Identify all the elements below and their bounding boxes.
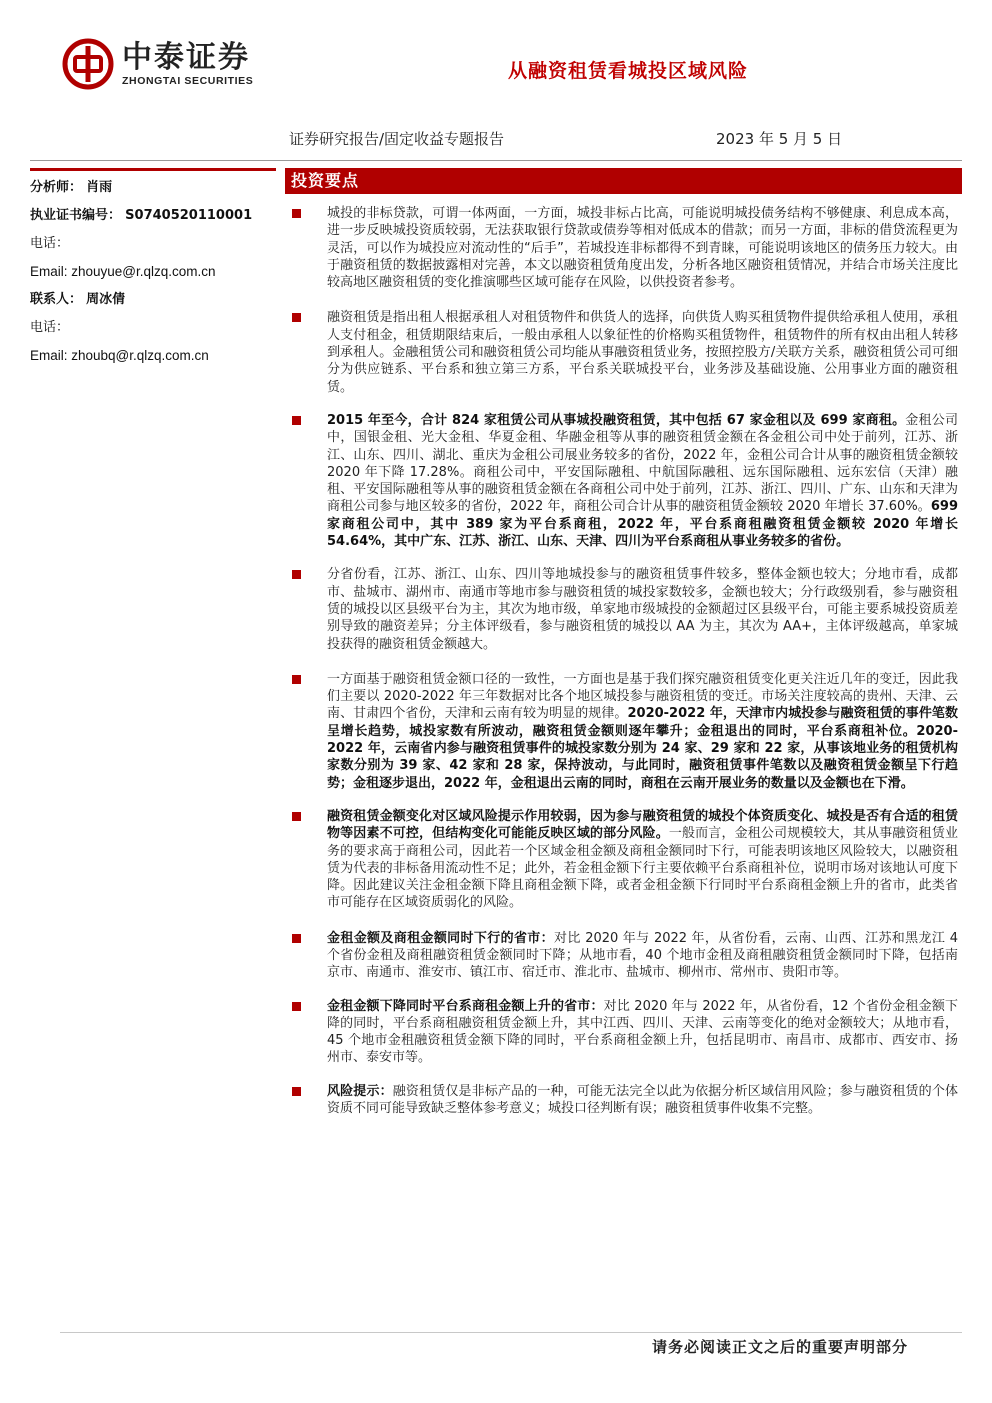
report-title: 从融资租赁看城投区域风险 (508, 60, 749, 82)
key-point-lead: 融资租赁金额变化对区域风险提示作用较弱，因为参与融资租赁的城投个体资质变化、城投是否有合适的租赁物等因素不可控，但结构变化可能能反映区域的部分风险。 (327, 808, 958, 842)
bullet-square-icon (292, 1002, 301, 1011)
bullet-square-icon (292, 812, 301, 821)
key-point-emphasis: 699 家商租公司中，其中 389 家为平台系商租，2022 年，平台系商租融资租赁金额较 2020 年增长 54.64%，其中广东、江苏、浙江、山东、天津、四川为平台系商租从事业务较多的省份。 (327, 499, 958, 550)
zhongtai-logo-icon (62, 38, 114, 90)
bullet-square-icon (292, 416, 301, 425)
key-point-item (290, 671, 958, 792)
key-point-item (290, 309, 958, 395)
key-point-text: 分省份看，江苏、浙江、山东、四川等地城投参与的融资租赁事件较多，整体金额也较大；分地市看，成都市、盐城市、湖州市、南通市等地市参与融资租赁的城投家数较多，金额也较大；分行政级别看，参与融资租赁的城投以区县级平台为主，其次为地市级，单家地市级城投的金额超过区县级平台，可能主要系城投资质差别导致的融资差异；分主体评级看，参与融资租赁的城投以 AA 为主，其次为 AA+，主体评级越高，单家城投获得的融资租赁金额越大。 (327, 567, 958, 652)
key-point-item (290, 930, 958, 982)
footer-divider (60, 1332, 962, 1333)
key-point-lead: 2015 年至今，合计 824 家租赁公司从事城投融资租赁，其中包括 67 家金租以及 699 家商租。 (327, 412, 906, 428)
report-type: 证券研究报告/固定收益专题报告 (289, 130, 505, 148)
phone-line-1: 电话： (30, 236, 70, 251)
analyst-panel (30, 168, 276, 365)
report-date: 2023 年 5 月 5 日 (716, 130, 843, 148)
analyst-label: 分析师： (30, 180, 83, 195)
key-point-lead: 金租金额及商租金额同时下行的省市： (327, 930, 554, 946)
logo-chinese-name: 中泰证券 (122, 40, 250, 75)
key-point-item (290, 808, 958, 912)
cert-line (30, 207, 276, 225)
bullet-square-icon (292, 313, 301, 322)
key-point-emphasis: 2020-2022 年，天津市内城投参与融资租赁的事件笔数呈增长趋势，城投家数有所波动，融资租赁金额则逐年攀升；金租退出的同时，平台系商租补位。2020-2022 年，云南省内参与融资租赁事件的城投家数分别为 24 家、29 家和 22 家，从事该地业务的租赁机构家数分别为 39 家、42 家和 28 家，保持波动，与此同时，融资租赁事件笔数以及融资租赁金额呈下行趋势；金租逐步退出，2022 年，金租退出云南的同时，商租在云南开展业务的数量以及金额也在下滑。 (327, 706, 958, 791)
bullet-square-icon (292, 1087, 301, 1096)
key-point-text: 对比 2020 年与 2022 年，从省份看，云南、山西、江苏和黑龙江 4 个省份金租及商租融资租赁金额同时下降；从地市看，40 个地市金租及商租融资租赁金额同时下降，包括南京市、南通市、淮安市、镇江市、宿迁市、淮北市、盐城市、柳州市、常州市、贵阳市等。 (327, 930, 958, 981)
key-point-text: 融资租赁仅是非标产品的一种，可能无法完全以此为依据分析区域信用风险；参与融资租赁的个体资质不同可能导致缺乏整体参考意义；城投口径判断有误；融资租赁事件收集不完整。 (327, 1083, 958, 1117)
key-point-text: 融资租赁是指出租人根据承租人对租赁物件和供货人的选择，向供货人购买租赁物件提供给承租人使用，承租人支付租金，租赁期限结束后，一般由承租人以象征性的价格购买租赁物件，租赁物件的所有权由出租人转移到承租人。金融租赁公司和融资租赁公司均能从事融资租赁业务，按照控股方/关联方关系，融资租赁公司可细分为供应链系、平台系和独立第三方系，平台系关联城投平台，业务涉及基础设施、公用事业方面的融资租赁。 (327, 310, 958, 395)
key-point-lead: 金租金额下降同时平台系商租金额上升的省市： (327, 998, 604, 1014)
key-point-item (290, 205, 958, 291)
footer-disclaimer: 请务必阅读正文之后的重要声明部分 (652, 1338, 909, 1356)
key-point-text: 一般而言，金租公司规模较大，其从事融资租赁业务的要求高于商租公司，因此若一个区域金租金额及商租金额同时下行，可能表明该地区风险较大，以融资租赁为代表的非标备用流动性不足；此外，若金租金额下行主要依赖平台系商租补位，说明市场对该地认可度下降。因此建议关注金租金额下降且商租金额下降，或者金租金额下行同时平台系商租金额上升的省市，此类省市可能存在区域资质弱化的风险。 (327, 826, 958, 911)
key-point-text: 对比 2020 年与 2022 年，从省份看，12 个省份金租金额下降的同时，平台系商租融资租赁金额上升，其中江西、四川、天津、云南等变化的绝对金额较大；从地市看，45 个地市金租融资租赁金额下降的同时，平台系商租金额上升，包括昆明市、南昌市、成都市、西安市、扬州市、泰安市等。 (327, 998, 958, 1066)
key-point-item (290, 412, 958, 550)
analyst-line (30, 179, 276, 197)
key-point-text: 金租公司中，国银金租、光大金租、华夏金租、华融金租等从事的融资租赁金额在各金租公司中处于前列，江苏、浙江、山东、四川、湖北、重庆为金租公司展业务较多的省份，2022 年，金租公司合计从事的融资租赁金额较 2020 年下降 17.28%。商租公司中，平安国际融租、中航国际融租、远东国际融租、远东宏信（天津）融租、平安国际融租等从事的融资租赁金额在各商租公司中处于前列，江苏、浙江、四川、广东、山东和天津为商租公司参与地区较多的省份，2022 年，商租公司合计从事的融资租赁金额较 2020 年增长 37.60%。 (327, 412, 958, 515)
header-divider (30, 160, 962, 161)
key-point-item (290, 998, 958, 1067)
contact-line (30, 291, 276, 309)
bullet-square-icon (292, 570, 301, 579)
key-point-text: 一方面基于融资租赁金额口径的一致性，一方面也是基于我们探究融资租赁变化更关注近几年的变迁，因此我们主要以 2020-2022 年三年数据对比各个地区城投参与融资租赁的变迁。市场关注度较高的贵州、天津、云南、甘肃四个省份，天津和云南有较为明显的规律。 (327, 671, 958, 722)
section-header: 投资要点 (285, 168, 962, 194)
analyst-name: 肖雨 (86, 180, 113, 195)
key-point-lead: 风险提示： (327, 1083, 393, 1099)
key-point-text: 城投的非标贷款，可谓一体两面，一方面，城投非标占比高，可能说明城投债务结构不够健康、利息成本高，进一步反映城投资质较弱，无法获取银行贷款或债券等相对低成本的借款；而另一方面，非标的借贷流程更为灵活，可以作为城投应对流动性的“后手”，若城投连非标都得不到青睐，可能说明该地区的债务压力较大。由于融资租赁的数据披露相对完善，本文以融资租赁角度出发，分析各地区融资租赁情况，并结合市场关注度比较高地区融资租赁的变化推演哪些区域可能存在风险，以供投资者参考。 (327, 206, 958, 291)
key-point-item (290, 1083, 958, 1118)
bullet-square-icon (292, 675, 301, 684)
logo-english-name: ZHONGTAI SECURITIES (122, 75, 254, 87)
analyst-panel-rule (30, 168, 276, 171)
cert-label: 执业证书编号： (30, 208, 122, 223)
email-line-2: Email: zhoubq@r.qlzq.com.cn (30, 348, 209, 363)
bullet-square-icon (292, 209, 301, 218)
cert-number: S0740520110001 (125, 208, 253, 223)
email-line-1: Email: zhouyue@r.qlzq.com.cn (30, 264, 216, 279)
contact-label: 联系人： (30, 292, 83, 307)
key-point-item (290, 566, 958, 652)
company-logo (62, 36, 253, 92)
bullet-square-icon (292, 934, 301, 943)
contact-name: 周冰倩 (86, 292, 126, 307)
phone-line-2: 电话： (30, 320, 70, 335)
key-points-list (290, 205, 958, 1133)
